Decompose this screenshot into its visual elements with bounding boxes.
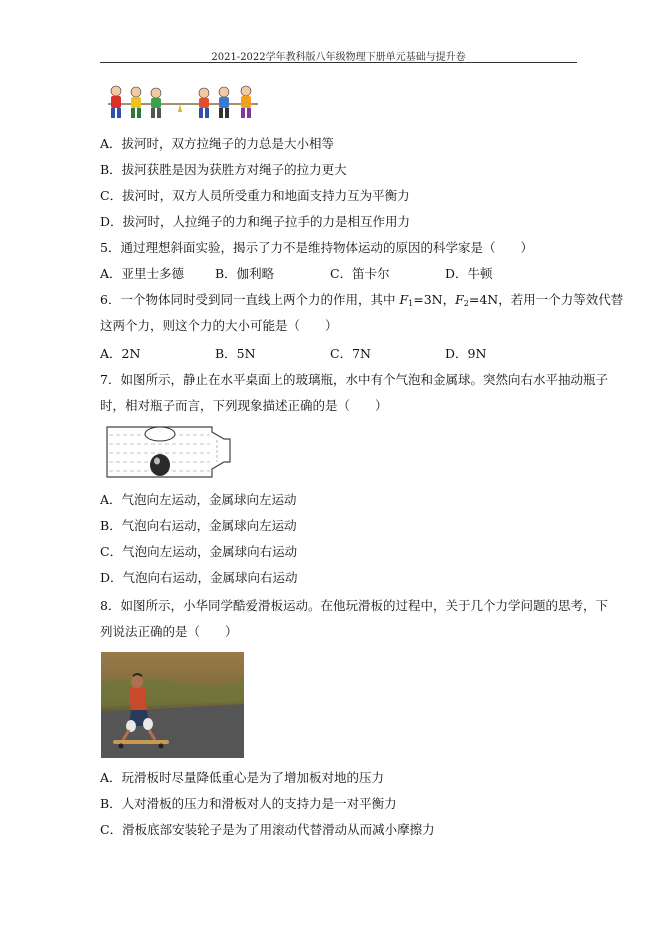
q6-option-d: D．9N — [445, 346, 487, 361]
f2-symbol: F — [455, 292, 464, 307]
f1-symbol: F — [399, 292, 409, 307]
q5-option-c: C．笛卡尔 — [330, 266, 390, 281]
q7-option-c: C．气泡向左运动，金属球向右运动 — [100, 544, 298, 559]
q6-stem-line1 — [100, 292, 623, 312]
q8-option-a: A．玩滑板时尽量降低重心是为了增加板对地的压力 — [100, 770, 385, 785]
q6-stem-text: 6．一个物体同时受到同一直线上两个力的作用，其中 — [100, 292, 400, 307]
q7-option-d: D．气泡向右运动，金属球向右运动 — [100, 570, 298, 585]
skateboard-photo — [101, 652, 244, 758]
q6-option-c: C．7N — [330, 346, 371, 361]
f1-value: =3N， — [413, 292, 456, 307]
q5-option-a: A．亚里士多德 — [100, 266, 185, 281]
header-rule — [100, 62, 577, 63]
q8-stem-line1: 8．如图所示，小华同学酷爱滑板运动。在他玩滑板的过程中，关于几个力学问题的思考，下 — [100, 598, 608, 613]
q4-option-a: A．拔河时，双方拉绳子的力总是大小相等 — [100, 136, 335, 151]
q7-option-b: B．气泡向右运动，金属球向左运动 — [100, 518, 297, 533]
q7-stem-line1: 7．如图所示，静止在水平桌面上的玻璃瓶，水中有个气泡和金属球。突然向右水平抽动瓶子 — [100, 372, 608, 387]
f2-subscript: 2 — [463, 299, 469, 308]
q6-option-a: A．2N — [100, 346, 141, 361]
bottle-figure — [104, 422, 244, 484]
q6-option-b: B．5N — [215, 346, 256, 361]
page-header: 2021-2022学年教科版八年级物理下册单元基础与提升卷 — [211, 52, 466, 63]
q5-option-d: D．牛顿 — [445, 266, 493, 281]
q4-option-b: B．拔河获胜是因为获胜方对绳子的拉力更大 — [100, 162, 347, 177]
q5-option-b: B．伽利略 — [215, 266, 275, 281]
q8-option-c: C．滑板底部安装轮子是为了用滚动代替滑动从而减小摩擦力 — [100, 822, 435, 837]
q8-stem-line2: 列说法正确的是（ ） — [100, 624, 238, 639]
q4-option-d: D．拔河时，人拉绳子的力和绳子拉手的力是相互作用力 — [100, 214, 411, 229]
q5-stem: 5．通过理想斜面实验，揭示了力不是维持物体运动的原因的科学家是（ ） — [100, 240, 533, 255]
tug-of-war-figure — [100, 82, 265, 122]
f2-value: =4N，若用一个力等效代替 — [468, 292, 624, 307]
q6-stem-line2: 这两个力，则这个力的大小可能是（ ） — [100, 318, 338, 333]
q8-option-b: B．人对滑板的压力和滑板对人的支持力是一对平衡力 — [100, 796, 397, 811]
f1-subscript: 1 — [408, 299, 414, 308]
q4-option-c: C．拔河时，双方人员所受重力和地面支持力互为平衡力 — [100, 188, 410, 203]
q7-option-a: A．气泡向左运动，金属球向左运动 — [100, 492, 297, 507]
q7-stem-line2: 时，相对瓶子而言，下列现象描述正确的是（ ） — [100, 398, 388, 413]
